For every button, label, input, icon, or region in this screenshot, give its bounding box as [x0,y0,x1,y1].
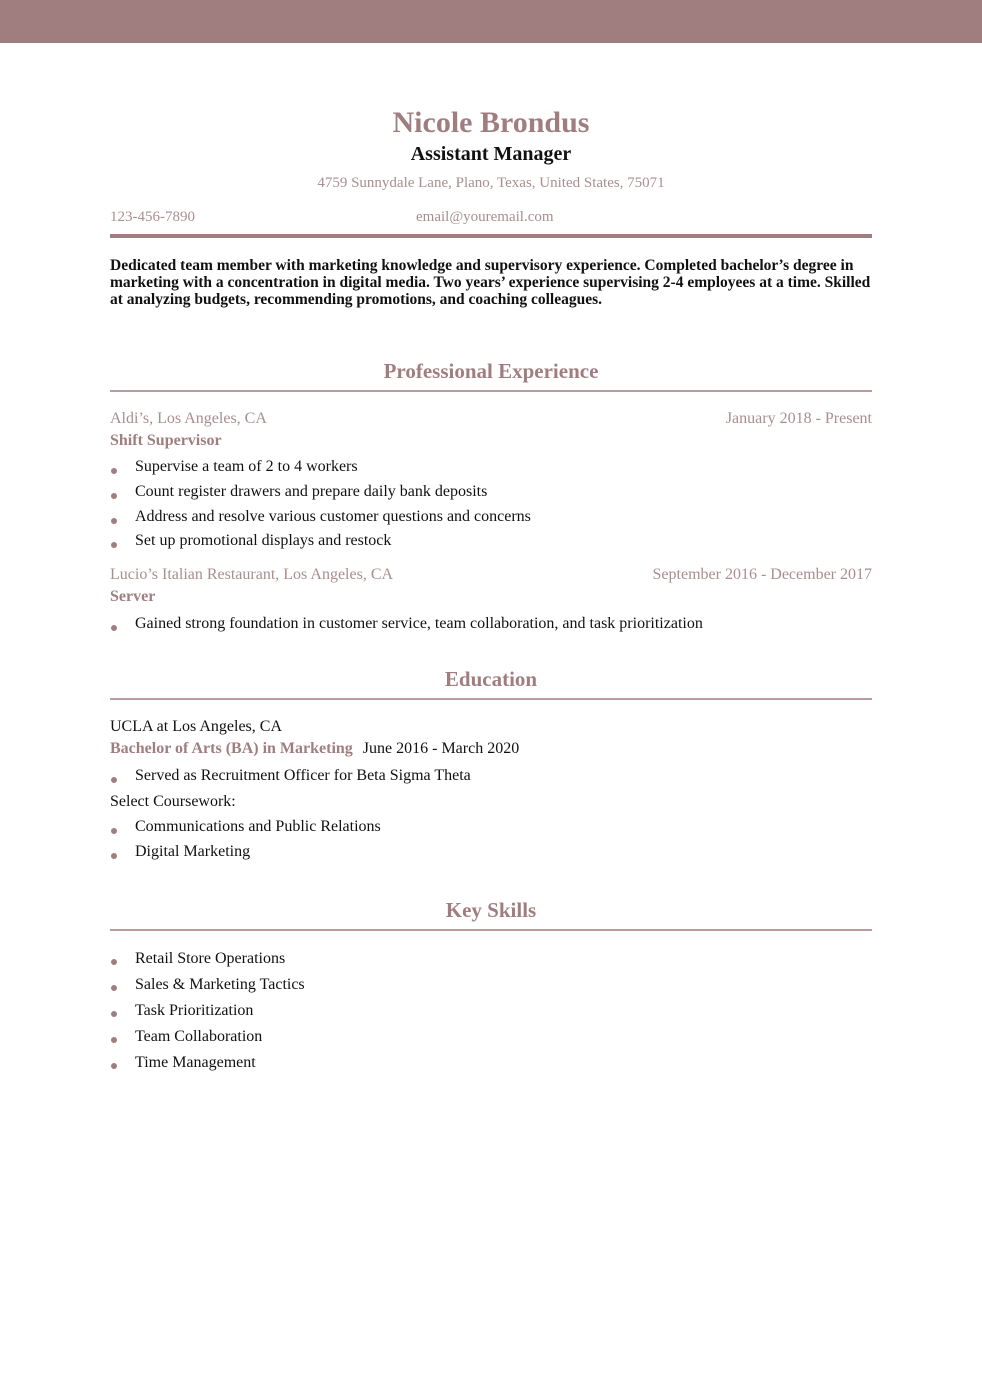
list-item: Set up promotional displays and restock [110,529,872,554]
education-degree: Bachelor of Arts (BA) in Marketing [110,740,353,757]
education-divider [110,698,872,700]
job-dates: January 2018 - Present [725,410,872,427]
contact-address: 4759 Sunnydale Lane, Plano, Texas, United States, 75071 [317,175,665,191]
header-divider [110,234,872,238]
skills-heading: Key Skills [445,898,537,922]
job-role: Shift Supervisor [110,432,222,449]
education-school: UCLA at Los Angeles, CA [110,718,282,735]
education-dates: June 2016 - March 2020 [362,740,520,757]
list-item: Digital Marketing [110,840,872,865]
list-item: Count register drawers and prepare daily bank deposits [110,480,872,505]
job-employer: Aldi’s, Los Angeles, CA [110,410,267,427]
bullet-icon [111,853,117,859]
job-entry-2 [110,564,872,637]
bullet-icon [111,518,117,524]
list-item: Supervise a team of 2 to 4 workers [110,455,872,480]
job-employer: Lucio’s Italian Restaurant, Los Angeles, CA [110,566,394,583]
job-bullets [110,455,872,554]
candidate-title: Assistant Manager [410,143,572,165]
education-heading: Education [444,667,538,691]
job-dates: September 2016 - December 2017 [652,566,872,583]
list-item: Served as Recruitment Officer for Beta Sigma Theta [110,764,872,789]
bullet-icon [111,1063,117,1069]
list-item: Task Prioritization [110,998,872,1024]
bullet-icon [111,468,117,474]
skills-divider [110,929,872,931]
education-entry [110,716,872,864]
experience-heading: Professional Experience [383,359,599,383]
list-item: Time Management [110,1050,872,1076]
list-item: Communications and Public Relations [110,815,872,840]
list-item: Gained strong foundation in customer service, team collaboration, and task prioritization [110,612,872,637]
bullet-icon [111,542,117,548]
bullet-icon [111,493,117,499]
experience-divider [110,390,872,392]
skills-entry [110,946,872,1076]
education-degree-row [110,738,872,760]
bullet-icon [111,1037,117,1043]
bullet-icon [111,777,117,783]
bullet-icon [111,625,117,631]
profile-summary: Dedicated team member with marketing knowledge and supervisory experience. Completed bachelor’s degree in marketing with a concentration in digital media. Two years’ experience supervising 2-4 employees at a time. Skilled at analyzing budgets, recommending promotions, and coaching colleagues. [110,257,871,308]
bullet-icon [111,1011,117,1017]
list-item: Sales & Marketing Tactics [110,972,872,998]
bullet-icon [111,959,117,965]
job-entry-1 [110,408,872,554]
bullet-icon [111,985,117,991]
contact-email: email@youremail.com [416,209,554,225]
job-role: Server [110,588,156,605]
bullet-icon [111,828,117,834]
education-bullets [110,764,872,789]
job-bullets [110,612,872,637]
top-accent-bar [0,0,982,43]
coursework-label: Select Coursework: [110,792,236,810]
list-item: Address and resolve various customer questions and concerns [110,505,872,530]
candidate-name: Nicole Brondus [392,106,590,139]
skills-list [110,946,872,1076]
list-item: Retail Store Operations [110,946,872,972]
contact-phone: 123-456-7890 [110,209,195,225]
list-item: Team Collaboration [110,1024,872,1050]
coursework-list [110,815,872,865]
